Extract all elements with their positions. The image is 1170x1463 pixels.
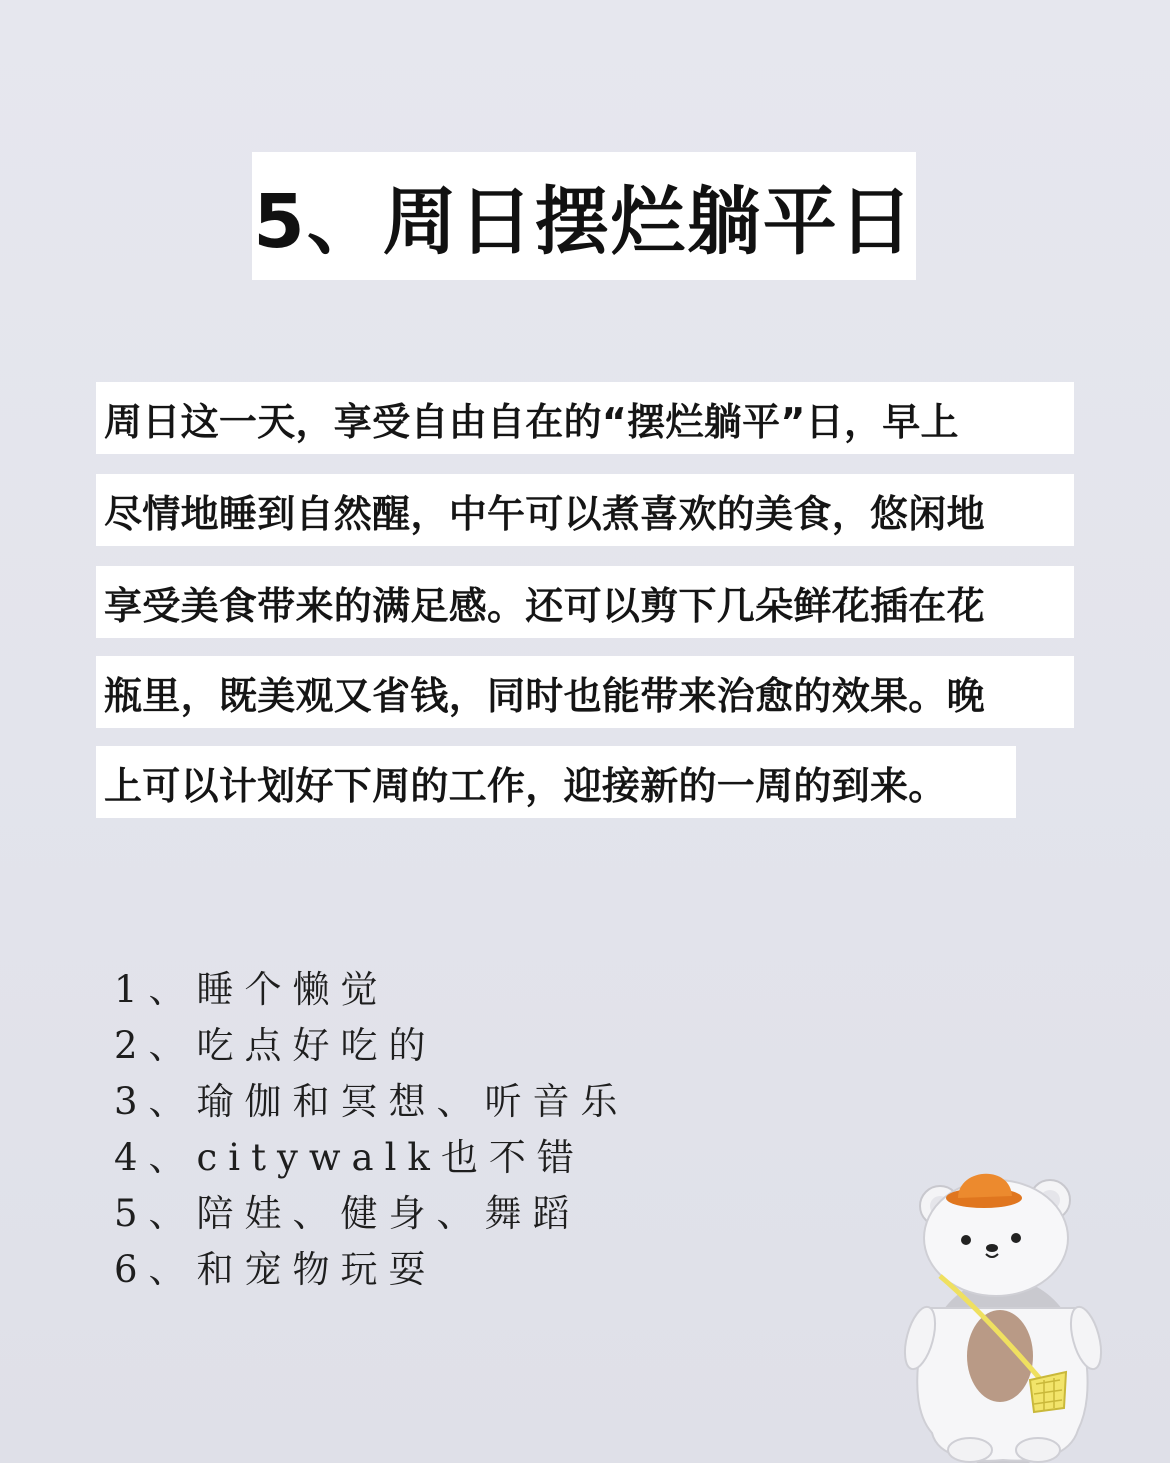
paragraph-line-text: 瓶里，既美观又省钱，同时也能带来治愈的效果。晚 (104, 673, 985, 718)
activity-list (114, 962, 629, 1298)
list-item: 4、citywalk也不错 (114, 1136, 585, 1179)
paragraph-line-5 (96, 746, 1016, 818)
list-item: 3、瑜伽和冥想、听音乐 (114, 1080, 629, 1123)
paragraph-line-3 (96, 566, 1074, 638)
paragraph-line-text: 享受美食带来的满足感。还可以剪下几朵鲜花插在花 (104, 583, 985, 628)
list-item: 1、睡个懒觉 (114, 968, 389, 1011)
paragraph-line-text: 周日这一天，享受自由自在的“摆烂躺平”日，早上 (104, 399, 959, 444)
list-item: 6、和宠物玩耍 (114, 1248, 437, 1291)
paragraph-line-text: 上可以计划好下周的工作，迎接新的一周的到来。 (104, 763, 947, 808)
title-box (252, 152, 916, 280)
paragraph-line-text: 尽情地睡到自然醒，中午可以煮喜欢的美食，悠闲地 (104, 491, 985, 536)
list-item: 2、吃点好吃的 (114, 1024, 437, 1067)
paragraph-line-1 (96, 382, 1074, 454)
list-item: 5、陪娃、健身、舞蹈 (114, 1192, 581, 1235)
bear-sticker-icon (898, 1158, 1108, 1463)
paragraph-line-2 (96, 474, 1074, 546)
paragraph-line-4 (96, 656, 1074, 728)
page-title: 5、周日摆烂躺平日 (253, 179, 915, 265)
